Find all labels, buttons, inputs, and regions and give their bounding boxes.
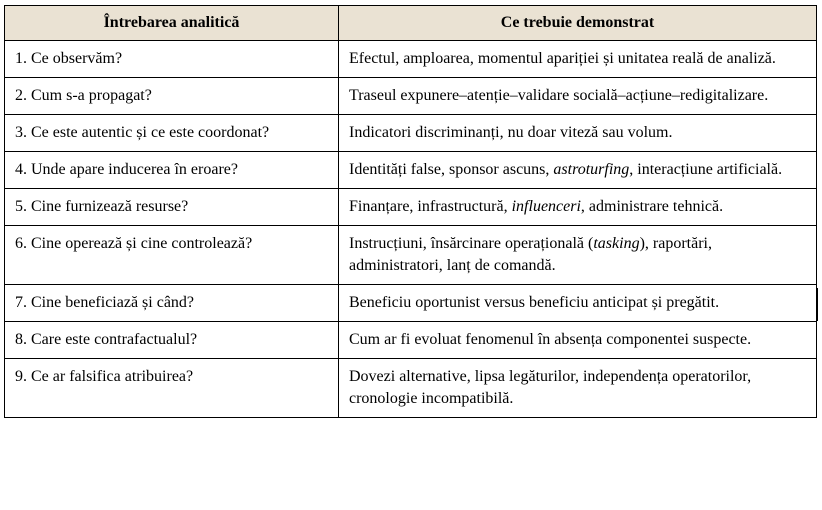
answer-italic-term: astroturfing bbox=[553, 161, 630, 178]
answer-text: Efectul, amploarea, momentul apariției și unitatea reală de analiză. bbox=[349, 50, 776, 67]
table-row bbox=[5, 152, 817, 189]
answer-text: Instrucțiuni, însărcinare operațională ( bbox=[349, 235, 594, 252]
answer-text: Cum ar fi evoluat fenomenul în absența componentei suspecte. bbox=[349, 331, 752, 348]
answer-cell bbox=[339, 322, 817, 359]
answer-italic-term: influenceri bbox=[511, 198, 581, 215]
table-row bbox=[5, 189, 817, 226]
answer-text: Dovezi alternative, lipsa legăturilor, independența operatorilor, cronologie incompatibilă. bbox=[349, 368, 752, 407]
stray-border-mark bbox=[817, 288, 818, 321]
analysis-table-container bbox=[4, 5, 817, 418]
table-row bbox=[5, 78, 817, 115]
table-row bbox=[5, 115, 817, 152]
table-row bbox=[5, 285, 817, 322]
table-row bbox=[5, 359, 817, 418]
answer-cell bbox=[339, 41, 817, 78]
table-row bbox=[5, 226, 817, 285]
answer-text: Traseul expunere–atenție–validare socială–acțiune–redigitalizare. bbox=[349, 87, 769, 104]
question-cell: 1. Ce observăm? bbox=[5, 41, 339, 78]
question-cell: 3. Ce este autentic și ce este coordonat? bbox=[5, 115, 339, 152]
answer-text: Finanțare, infrastructură, bbox=[349, 198, 512, 215]
answer-cell bbox=[339, 285, 817, 322]
question-cell: 9. Ce ar falsifica atribuirea? bbox=[5, 359, 339, 418]
question-cell: 5. Cine furnizează resurse? bbox=[5, 189, 339, 226]
question-cell: 4. Unde apare inducerea în eroare? bbox=[5, 152, 339, 189]
answer-text: Identități false, sponsor ascuns, bbox=[349, 161, 554, 178]
table-row bbox=[5, 322, 817, 359]
question-cell: 6. Cine operează și cine controlează? bbox=[5, 226, 339, 285]
answer-cell bbox=[339, 152, 817, 189]
table-row bbox=[5, 41, 817, 78]
answer-cell bbox=[339, 359, 817, 418]
answer-text: , administrare tehnică. bbox=[580, 198, 724, 215]
header-analytic-question: Întrebarea analitică bbox=[5, 6, 339, 41]
answer-text: Indicatori discriminanți, nu doar viteză sau volum. bbox=[349, 124, 673, 141]
answer-cell bbox=[339, 78, 817, 115]
question-cell: 2. Cum s-a propagat? bbox=[5, 78, 339, 115]
answer-italic-term: tasking bbox=[593, 235, 640, 252]
analysis-table bbox=[4, 5, 817, 418]
table-header-row bbox=[5, 6, 817, 41]
header-what-to-demonstrate: Ce trebuie demonstrat bbox=[339, 6, 817, 41]
answer-cell bbox=[339, 226, 817, 285]
answer-text: , interacțiune artificială. bbox=[629, 161, 783, 178]
answer-cell bbox=[339, 115, 817, 152]
question-cell: 8. Care este contrafactualul? bbox=[5, 322, 339, 359]
table-body bbox=[5, 41, 817, 418]
answer-cell bbox=[339, 189, 817, 226]
question-cell: 7. Cine beneficiază și când? bbox=[5, 285, 339, 322]
answer-text: ), raportări, administratori, lanț de comandă. bbox=[349, 235, 712, 274]
answer-text: Beneficiu oportunist versus beneficiu anticipat și pregătit. bbox=[349, 294, 720, 311]
